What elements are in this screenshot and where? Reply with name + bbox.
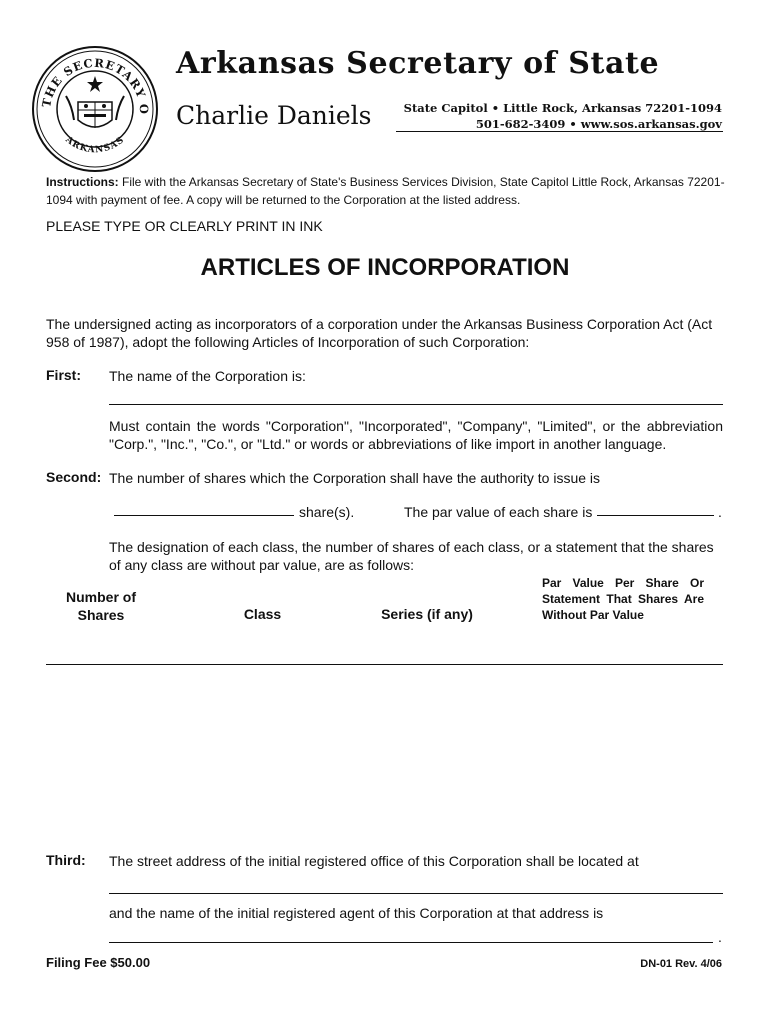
agency-name: Arkansas Secretary of State xyxy=(176,46,660,81)
agent-suffix: . xyxy=(718,929,722,945)
registered-office-field[interactable] xyxy=(109,864,726,894)
col-par-value: Par Value Per Share Or Statement That Shares Are Without Par Value xyxy=(542,576,704,622)
secretary-name: Charlie Daniels xyxy=(176,101,372,130)
second-prompt: The number of shares which the Corporation shall have the authority to issue is xyxy=(109,470,601,486)
par-suffix: . xyxy=(718,504,722,520)
contact-block xyxy=(400,100,722,132)
registered-agent-field[interactable] xyxy=(109,914,716,944)
col-number-of-shares: Number of Shares xyxy=(66,589,136,623)
table-header-rule xyxy=(46,664,723,665)
registered-office-line xyxy=(109,893,723,894)
svg-text:ARKANSAS xyxy=(63,134,127,155)
header-rule xyxy=(396,131,723,132)
shares-suffix: share(s). xyxy=(299,504,355,520)
par-value-line xyxy=(597,515,714,516)
share-classes-area[interactable] xyxy=(46,672,727,836)
type-notice: PLEASE TYPE OR CLEARLY PRINT IN INK xyxy=(46,218,323,234)
state-seal xyxy=(30,44,160,174)
form-title: ARTICLES OF INCORPORATION xyxy=(200,254,570,281)
filing-fee: Filing Fee $50.00 xyxy=(46,955,151,970)
agent-prompt: and the name of the initial registered agent of this Corporation at that address is xyxy=(109,905,604,921)
first-prompt: The name of the Corporation is: xyxy=(109,368,306,384)
instructions xyxy=(46,173,726,209)
corporation-name-line xyxy=(109,404,723,405)
designation-text: The designation of each class, the number of shares of each class, or a statement that the shares of any class are without par value, are as follows: xyxy=(109,539,714,573)
par-prompt: The par value of each share is xyxy=(404,504,593,520)
instructions-text: File with the Arkansas Secretary of State's Business Services Division, State Capitol Little Rock, Arkansas 72201-1094 with payment of fee. A copy will be returned to the Corporation at the listed address. xyxy=(46,175,725,207)
first-note: Must contain the words "Corporation", "Incorporated", "Company", "Limited", or the abbreviation "Corp.", "Inc.", "Co.", or "Ltd." or words or abbreviations of like import in another language. xyxy=(109,418,723,452)
col-class: Class xyxy=(243,606,282,622)
intro-text: The undersigned acting as incorporators of a corporation under the Arkansas Business Corporation Act (Act 958 of 1987), adopt the following Articles of Incorporation of such Corporation: xyxy=(46,316,713,350)
form-code: DN-01 Rev. 4/06 xyxy=(640,958,722,970)
registered-agent-line xyxy=(109,942,713,943)
address-line: State Capitol • Little Rock, Arkansas 72201-1094 xyxy=(403,101,722,115)
third-label: Third: xyxy=(46,852,86,868)
col-series: Series (if any) xyxy=(381,606,473,622)
corporation-name-field[interactable] xyxy=(109,375,726,405)
seal-text-top: THE SECRETARY O xyxy=(39,55,152,116)
third-prompt: The street address of the initial registered office of this Corporation shall be located at xyxy=(109,853,639,869)
contact-line: 501-682-3409 • www.sos.arkansas.gov xyxy=(475,117,722,131)
second-label: Second: xyxy=(46,469,102,485)
first-label: First: xyxy=(46,367,81,383)
instructions-label: Instructions: xyxy=(46,175,119,189)
seal-text-bottom: ARKANSAS xyxy=(63,135,127,156)
shares-line xyxy=(114,515,294,516)
